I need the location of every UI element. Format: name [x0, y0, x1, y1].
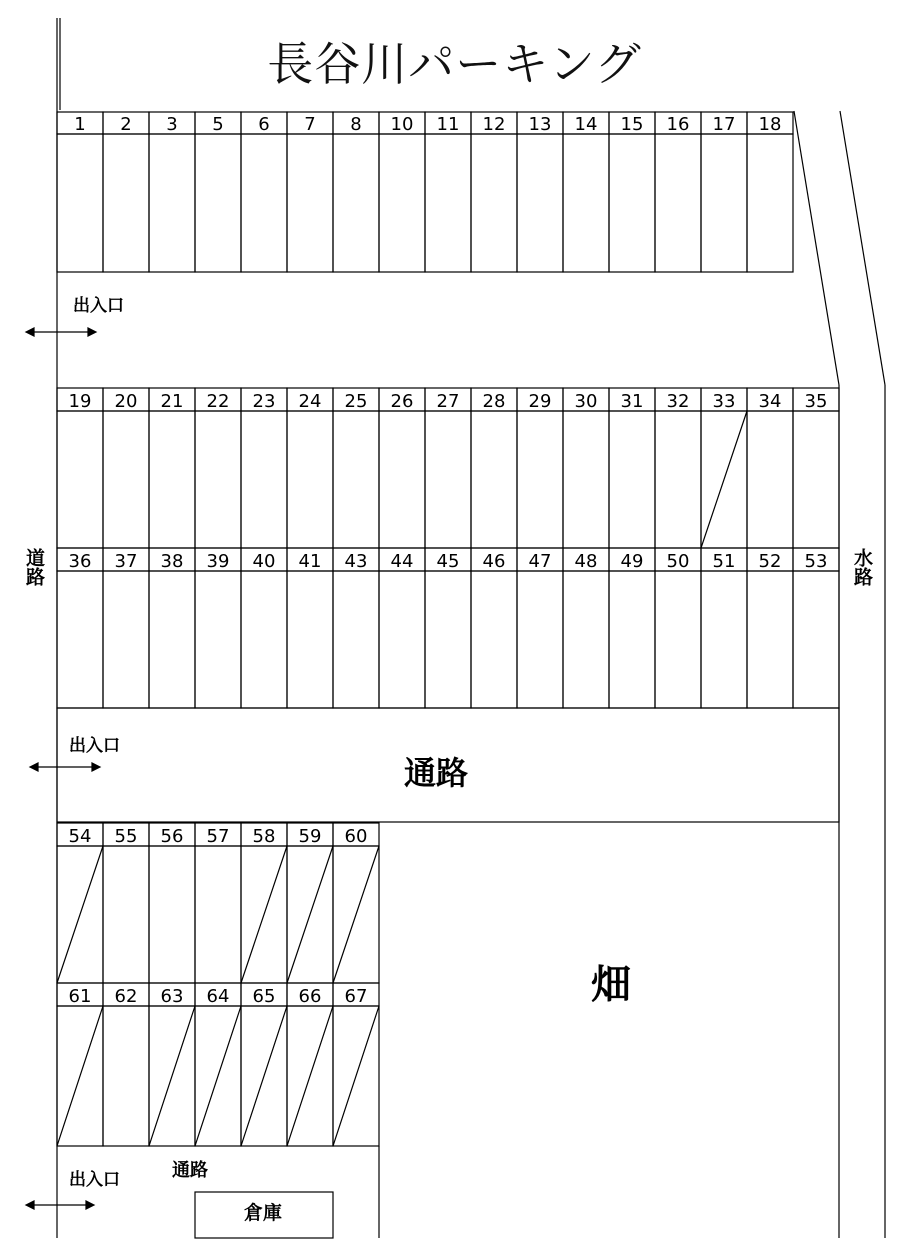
stall-space [517, 411, 563, 548]
parking-stall [379, 548, 425, 708]
entrance-arrow-top [26, 328, 96, 336]
stall-space [609, 134, 655, 272]
occupied-slash [149, 1006, 195, 1146]
parking-stall [103, 112, 149, 272]
road-label: 道路 [23, 548, 45, 586]
occupied-slash [701, 411, 747, 548]
stall-space [195, 846, 241, 983]
parking-stall [287, 112, 333, 272]
stall-space [563, 411, 609, 548]
stall-number: 13 [528, 114, 552, 135]
stall-number: 54 [68, 826, 92, 847]
stall-number: 35 [804, 391, 828, 412]
occupied-slash [333, 846, 379, 983]
occupied-slash [287, 846, 333, 983]
stall-space [701, 571, 747, 708]
stall-number: 37 [114, 551, 138, 572]
stall-number: 52 [758, 551, 782, 572]
stall-number: 5 [212, 114, 224, 135]
stall-number: 38 [160, 551, 184, 572]
parking-stall [379, 388, 425, 548]
stall-number: 20 [114, 391, 138, 412]
stall-space [425, 411, 471, 548]
stall-space [471, 134, 517, 272]
stall-space [57, 134, 103, 272]
parking-stall [149, 823, 195, 983]
stall-space [287, 134, 333, 272]
stall-space [563, 571, 609, 708]
parking-stall [287, 548, 333, 708]
occupied-slash [195, 1006, 241, 1146]
stall-number: 51 [712, 551, 736, 572]
parking-stall [57, 983, 103, 1146]
stall-space [333, 571, 379, 708]
stall-space [103, 846, 149, 983]
stall-number: 66 [298, 986, 322, 1007]
stall-space [149, 411, 195, 548]
parking-stall [333, 388, 379, 548]
parking-stall [747, 112, 793, 272]
parking-stall [701, 548, 747, 708]
stall-number: 62 [114, 986, 138, 1007]
stall-space [379, 571, 425, 708]
parking-stall [655, 548, 701, 708]
parking-stall [103, 388, 149, 548]
stall-number: 11 [436, 114, 460, 135]
stall-number: 1 [74, 114, 86, 135]
stall-number: 59 [298, 826, 322, 847]
stall-number: 61 [68, 986, 92, 1007]
parking-stall [287, 823, 333, 983]
parking-stall [195, 823, 241, 983]
occupied-slash [241, 846, 287, 983]
parking-stall [195, 548, 241, 708]
parking-stall [471, 548, 517, 708]
parking-stall [103, 983, 149, 1146]
parking-stall [241, 388, 287, 548]
entrance-arrow-mid [30, 763, 100, 771]
parking-stall [471, 112, 517, 272]
entrance-label-top: 出入口 [73, 296, 124, 316]
entrance-label-mid: 出入口 [69, 736, 120, 756]
stall-space [195, 571, 241, 708]
stall-space [747, 134, 793, 272]
parking-stall [287, 983, 333, 1146]
stall-number: 67 [344, 986, 368, 1007]
stall-number: 17 [712, 114, 736, 135]
parking-stall [379, 112, 425, 272]
stall-number: 64 [206, 986, 230, 1007]
parking-stall [563, 112, 609, 272]
parking-stall [747, 388, 793, 548]
stall-space [655, 571, 701, 708]
stall-number: 53 [804, 551, 828, 572]
parking-stall [333, 112, 379, 272]
stall-space [57, 411, 103, 548]
stall-number: 47 [528, 551, 552, 572]
parking-stall [241, 548, 287, 708]
parking-stall [563, 388, 609, 548]
stall-number: 18 [758, 114, 782, 135]
stall-number: 58 [252, 826, 276, 847]
parking-stall [103, 548, 149, 708]
stall-number: 55 [114, 826, 138, 847]
stall-number: 7 [304, 114, 316, 135]
stall-number: 22 [206, 391, 230, 412]
parking-stall [57, 823, 103, 983]
stall-space [241, 134, 287, 272]
stall-number: 34 [758, 391, 782, 412]
stall-space [379, 411, 425, 548]
parking-stall [609, 112, 655, 272]
parking-stall [149, 388, 195, 548]
stall-number: 56 [160, 826, 184, 847]
stall-number: 33 [712, 391, 736, 412]
stall-number: 16 [666, 114, 690, 135]
stall-number: 63 [160, 986, 184, 1007]
stall-number: 60 [344, 826, 368, 847]
stall-number: 28 [482, 391, 506, 412]
stall-space [149, 846, 195, 983]
stall-number: 25 [344, 391, 368, 412]
field-label: 畑 [591, 962, 631, 1008]
stall-space [333, 411, 379, 548]
stall-number: 23 [252, 391, 276, 412]
stall-space [241, 571, 287, 708]
stall-number: 44 [390, 551, 414, 572]
stall-space [655, 134, 701, 272]
stall-number: 2 [120, 114, 132, 135]
parking-stall [609, 548, 655, 708]
parking-stall [471, 388, 517, 548]
parking-stall [701, 112, 747, 272]
stall-space [379, 134, 425, 272]
stall-number: 48 [574, 551, 598, 572]
parking-stall [241, 112, 287, 272]
stall-space [195, 411, 241, 548]
parking-stall [563, 548, 609, 708]
occupied-slash [241, 1006, 287, 1146]
parking-stall [333, 983, 379, 1146]
stall-space [793, 411, 839, 548]
stall-number: 57 [206, 826, 230, 847]
stall-number: 30 [574, 391, 598, 412]
parking-stall [241, 823, 287, 983]
stall-space [609, 411, 655, 548]
parking-stall [241, 983, 287, 1146]
stall-space [563, 134, 609, 272]
page-title: 長谷川パーキング [267, 37, 642, 91]
parking-stall [609, 388, 655, 548]
stall-space [103, 1006, 149, 1146]
stall-number: 50 [666, 551, 690, 572]
parking-stall [517, 388, 563, 548]
parking-stall [57, 548, 103, 708]
stall-number: 49 [620, 551, 644, 572]
stall-space [701, 134, 747, 272]
stall-number: 32 [666, 391, 690, 412]
parking-stall [195, 112, 241, 272]
stall-space [517, 571, 563, 708]
parking-stall [517, 112, 563, 272]
parking-stall [517, 548, 563, 708]
stall-space [195, 134, 241, 272]
stall-space [425, 134, 471, 272]
stall-number: 39 [206, 551, 230, 572]
parking-stall [149, 112, 195, 272]
parking-stall [333, 548, 379, 708]
stall-space [57, 571, 103, 708]
stall-number: 41 [298, 551, 322, 572]
stall-space [287, 571, 333, 708]
stall-number: 14 [574, 114, 598, 135]
stall-space [609, 571, 655, 708]
stall-number: 3 [166, 114, 178, 135]
stall-number: 29 [528, 391, 552, 412]
parking-stall [57, 112, 103, 272]
stall-number: 24 [298, 391, 322, 412]
stall-number: 26 [390, 391, 414, 412]
occupied-slash [333, 1006, 379, 1146]
stall-number: 10 [390, 114, 414, 135]
parking-stall [149, 548, 195, 708]
parking-stall [425, 388, 471, 548]
stall-space [425, 571, 471, 708]
stall-number: 43 [344, 551, 368, 572]
stall-space [103, 411, 149, 548]
parking-stall [333, 823, 379, 983]
waterway-line-left [794, 111, 839, 385]
stall-number: 36 [68, 551, 92, 572]
waterway-line-right [840, 111, 885, 385]
stall-number: 46 [482, 551, 506, 572]
occupied-slash [287, 1006, 333, 1146]
parking-stall [57, 388, 103, 548]
stall-number: 8 [350, 114, 362, 135]
waterway-label: 水路 [851, 548, 873, 586]
parking-stall [747, 548, 793, 708]
stall-space [517, 134, 563, 272]
parking-stall [149, 983, 195, 1146]
stall-number: 27 [436, 391, 460, 412]
stall-space [333, 134, 379, 272]
parking-stall [425, 112, 471, 272]
stall-number: 31 [620, 391, 644, 412]
parking-stall [655, 112, 701, 272]
stall-space [471, 571, 517, 708]
entrance-arrow-bottom [26, 1201, 94, 1209]
stall-number: 65 [252, 986, 276, 1007]
stall-space [655, 411, 701, 548]
stall-number: 12 [482, 114, 506, 135]
entrance-label-bottom: 出入口 [69, 1170, 120, 1190]
parking-stall [195, 388, 241, 548]
stall-space [103, 571, 149, 708]
parking-stall [793, 388, 839, 548]
stall-space [149, 571, 195, 708]
stall-number: 21 [160, 391, 184, 412]
parking-stall [793, 548, 839, 708]
passage-label-bottom: 通路 [172, 1160, 208, 1181]
occupied-slash [57, 846, 103, 983]
stall-space [747, 411, 793, 548]
stall-number: 15 [620, 114, 644, 135]
stall-number: 19 [68, 391, 92, 412]
stall-number: 45 [436, 551, 460, 572]
parking-stall [701, 388, 747, 548]
stall-space [471, 411, 517, 548]
stall-space [241, 411, 287, 548]
stall-space [103, 134, 149, 272]
stall-space [287, 411, 333, 548]
stall-number: 6 [258, 114, 270, 135]
parking-stall [425, 548, 471, 708]
warehouse-label: 倉庫 [243, 1202, 283, 1224]
parking-stall [195, 983, 241, 1146]
passage-label-main: 通路 [403, 754, 469, 792]
parking-stall [103, 823, 149, 983]
stall-space [793, 571, 839, 708]
parking-stall [287, 388, 333, 548]
stall-number: 40 [252, 551, 276, 572]
occupied-slash [57, 1006, 103, 1146]
parking-stall [655, 388, 701, 548]
stall-space [747, 571, 793, 708]
stall-space [149, 134, 195, 272]
